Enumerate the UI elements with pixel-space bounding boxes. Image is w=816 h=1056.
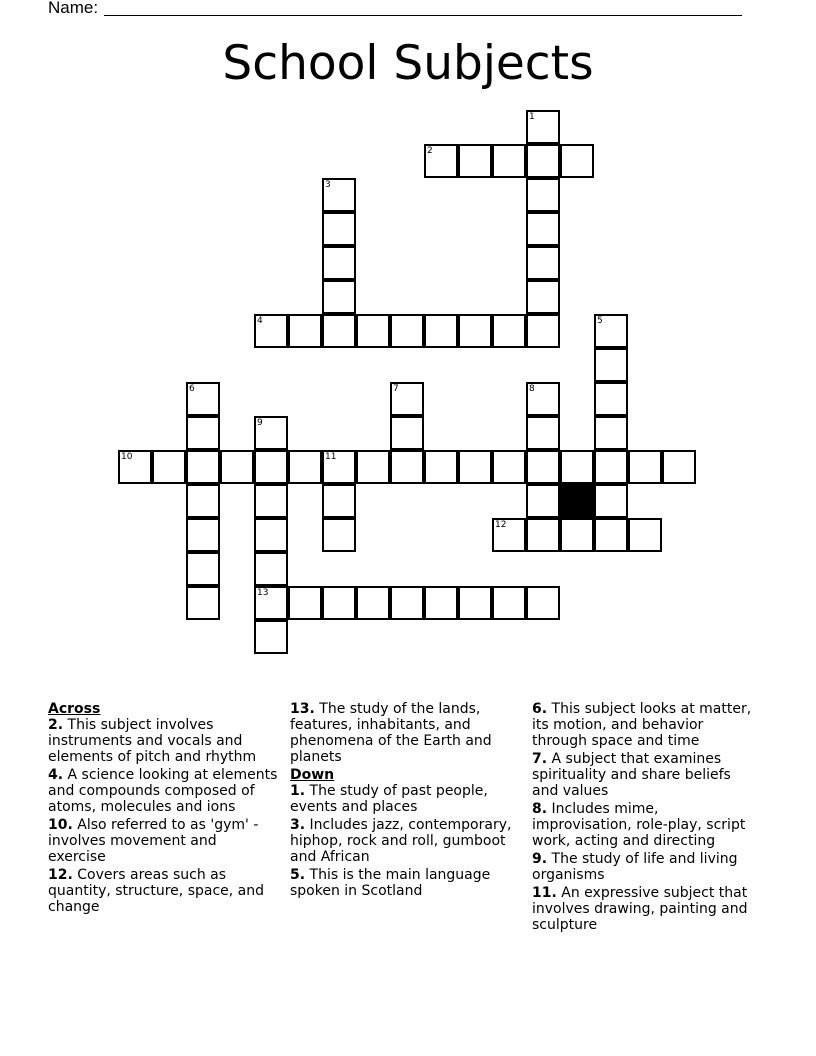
crossword-cell[interactable] [594, 484, 628, 518]
down-heading: Down [290, 767, 335, 783]
crossword-cell[interactable] [322, 178, 356, 212]
crossword-cell[interactable] [424, 314, 458, 348]
clue-number: 13 [257, 588, 269, 598]
crossword-cell[interactable] [322, 586, 356, 620]
crossword-cell[interactable] [254, 586, 288, 620]
crossword-cell[interactable] [492, 144, 526, 178]
crossword-cell[interactable] [322, 280, 356, 314]
crossword-cell[interactable] [560, 450, 594, 484]
crossword-cell[interactable] [152, 450, 186, 484]
crossword-cell[interactable] [526, 450, 560, 484]
crossword-cell[interactable] [560, 518, 594, 552]
crossword-cell[interactable] [186, 484, 220, 518]
crossword-cell[interactable] [526, 382, 560, 416]
crossword-cell[interactable] [594, 314, 628, 348]
clue-down-8: 8. Includes mime, improvisation, role-play, script work, acting and directing [532, 801, 746, 849]
clue-across-12: 12. Covers areas such as quantity, structure, space, and change [48, 867, 265, 915]
clue-number: 12 [495, 520, 507, 530]
clue-down-1: 1. The study of past people, events and places [290, 783, 488, 815]
clue-number: 10 [121, 452, 133, 462]
crossword-cell[interactable] [526, 314, 560, 348]
crossword-cell[interactable] [458, 450, 492, 484]
clue-number: 4 [257, 316, 263, 326]
crossword-cell[interactable] [526, 110, 560, 144]
crossword-cell[interactable] [492, 314, 526, 348]
crossword-cell[interactable] [118, 450, 152, 484]
crossword-cell[interactable] [322, 450, 356, 484]
crossword-cell[interactable] [458, 586, 492, 620]
crossword-cell[interactable] [288, 586, 322, 620]
crossword-cell[interactable] [186, 518, 220, 552]
crossword-cell[interactable] [288, 314, 322, 348]
crossword-cell[interactable] [390, 314, 424, 348]
clue-down-11: 11. An expressive subject that involves drawing, painting and sculpture [532, 885, 748, 933]
clue-number: 9 [257, 418, 263, 428]
crossword-cell[interactable] [594, 416, 628, 450]
crossword-cell[interactable] [628, 450, 662, 484]
crossword-cell[interactable] [390, 382, 424, 416]
crossword-cell[interactable] [254, 518, 288, 552]
crossword-cell[interactable] [186, 450, 220, 484]
clue-across-10: 10. Also referred to as 'gym' - involves movement and exercise [48, 817, 259, 865]
crossword-cell[interactable] [186, 552, 220, 586]
crossword-cell[interactable] [662, 450, 696, 484]
clue-number: 8 [529, 384, 535, 394]
crossword-cell[interactable] [322, 314, 356, 348]
clue-down-7: 7. A subject that examines spirituality and share beliefs and values [532, 751, 731, 799]
page-title: School Subjects [222, 36, 594, 91]
crossword-cell[interactable] [424, 586, 458, 620]
crossword-cell[interactable] [594, 348, 628, 382]
crossword-cell[interactable] [220, 450, 254, 484]
crossword-cell[interactable] [322, 484, 356, 518]
crossword-cell[interactable] [322, 518, 356, 552]
clue-number: 2 [427, 146, 433, 156]
crossword-cell[interactable] [526, 178, 560, 212]
crossword-cell[interactable] [356, 586, 390, 620]
clue-down-6: 6. This subject looks at matter, its motion, and behavior through space and time [532, 701, 752, 749]
crossword-cell[interactable] [186, 416, 220, 450]
crossword-cell[interactable] [356, 314, 390, 348]
clue-number: 3 [325, 180, 331, 190]
clue-across-13: 13. The study of the lands, features, inhabitants, and phenomena of the Earth and planets [290, 701, 492, 765]
crossword-cell[interactable] [526, 416, 560, 450]
crossword-cell[interactable] [526, 144, 560, 178]
across-heading: Across [48, 701, 101, 717]
clue-number: 7 [393, 384, 399, 394]
name-label: Name: [48, 0, 99, 17]
clues-column-3 [532, 701, 760, 935]
clue-number: 1 [529, 112, 535, 122]
crossword-cell[interactable] [526, 246, 560, 280]
crossword-cell[interactable] [458, 314, 492, 348]
crossword-cell[interactable] [322, 212, 356, 246]
crossword-cell[interactable] [492, 586, 526, 620]
crossword-cell[interactable] [594, 518, 628, 552]
crossword-cell[interactable] [628, 518, 662, 552]
crossword-cell[interactable] [254, 314, 288, 348]
crossword-cell[interactable] [424, 450, 458, 484]
crossword-cell[interactable] [356, 450, 390, 484]
blocked-cell [560, 484, 594, 518]
crossword-cell[interactable] [254, 484, 288, 518]
clue-down-9: 9. The study of life and living organisms [532, 851, 738, 883]
crossword-cell[interactable] [254, 620, 288, 654]
crossword-cell[interactable] [492, 450, 526, 484]
clue-number: 6 [189, 384, 195, 394]
crossword-cell[interactable] [526, 280, 560, 314]
crossword-cell[interactable] [560, 144, 594, 178]
crossword-cell[interactable] [288, 450, 322, 484]
crossword-cell[interactable] [390, 586, 424, 620]
crossword-cell[interactable] [390, 450, 424, 484]
clue-across-2: 2. This subject involves instruments and vocals and elements of pitch and rhythm [48, 717, 257, 765]
crossword-cell[interactable] [186, 382, 220, 416]
crossword-cell[interactable] [458, 144, 492, 178]
clue-down-3: 3. Includes jazz, contemporary, hiphop, rock and roll, gumboot and African [290, 817, 512, 865]
clue-down-5: 5. This is the main language spoken in Scotland [290, 867, 491, 899]
clues-column-1 [48, 701, 278, 917]
crossword-cell[interactable] [390, 416, 424, 450]
crossword-cell[interactable] [254, 450, 288, 484]
clues-column-2 [290, 701, 526, 901]
crossword-cell[interactable] [322, 246, 356, 280]
crossword-cell[interactable] [186, 586, 220, 620]
crossword-cell[interactable] [526, 586, 560, 620]
crossword-cell[interactable] [594, 450, 628, 484]
clue-across-4: 4. A science looking at elements and compounds composed of atoms, molecules and ions [48, 767, 278, 815]
crossword-cell[interactable] [424, 144, 458, 178]
clue-number: 5 [597, 316, 603, 326]
crossword-cell[interactable] [526, 212, 560, 246]
crossword-cell[interactable] [526, 518, 560, 552]
clue-number: 11 [325, 452, 337, 462]
crossword-cell[interactable] [254, 416, 288, 450]
crossword-cell[interactable] [526, 484, 560, 518]
crossword-cell[interactable] [254, 552, 288, 586]
crossword-cell[interactable] [492, 518, 526, 552]
crossword-cell[interactable] [594, 382, 628, 416]
